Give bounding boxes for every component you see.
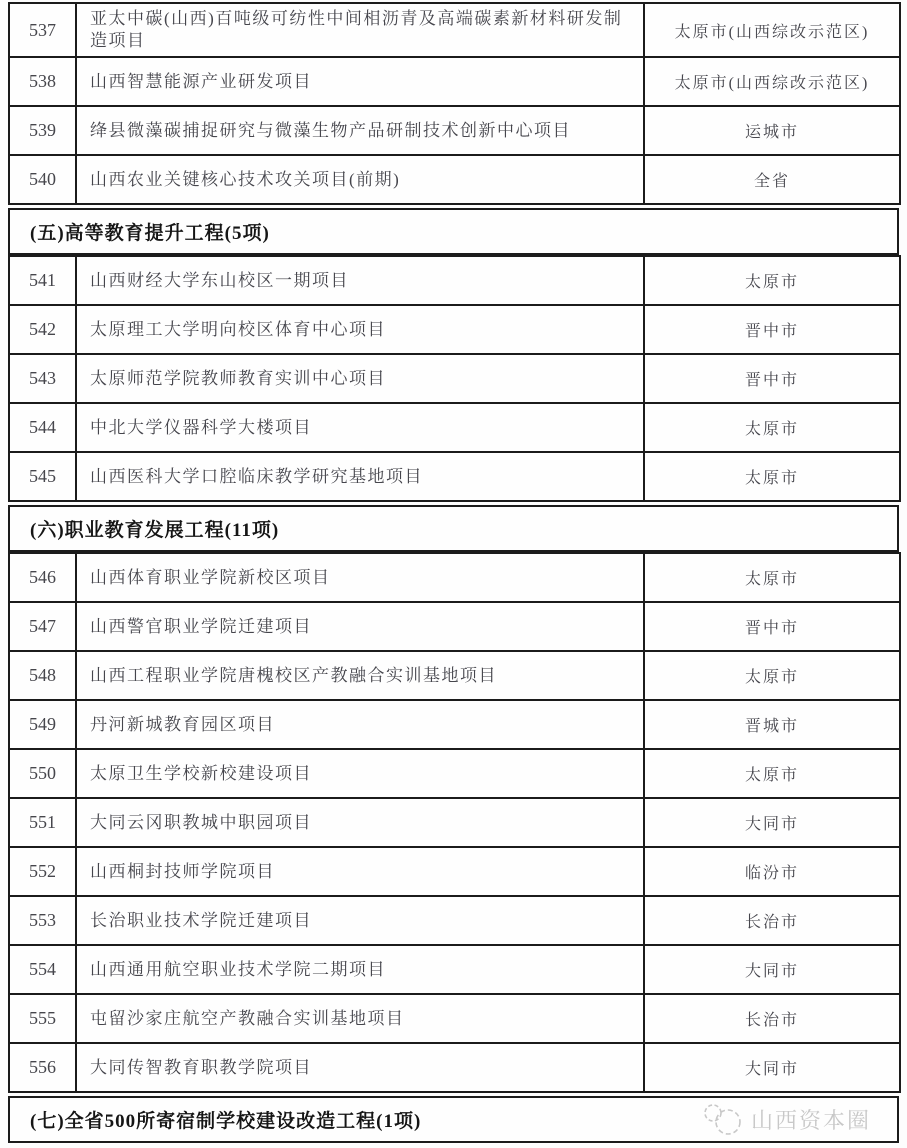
watermark <box>700 1102 871 1138</box>
project-number-cell: 550 <box>9 749 76 798</box>
table-row <box>9 155 900 204</box>
project-city-cell: 运城市 <box>644 106 900 155</box>
watermark-text: 山西资本圈 <box>750 1108 871 1133</box>
project-city-cell: 太原市 <box>644 256 900 305</box>
project-number-cell: 539 <box>9 106 76 155</box>
project-city-cell: 晋中市 <box>644 354 900 403</box>
table-row <box>9 896 900 945</box>
table-row <box>9 106 900 155</box>
project-name-cell: 山西财经大学东山校区一期项目 <box>76 256 644 305</box>
table-row <box>9 305 900 354</box>
project-name-cell: 山西农业关键核心技术攻关项目(前期) <box>76 155 644 204</box>
project-number-cell: 546 <box>9 553 76 602</box>
project-table-segment <box>8 255 901 502</box>
project-name-cell: 太原卫生学校新校建设项目 <box>76 749 644 798</box>
project-number-cell: 537 <box>9 3 76 57</box>
project-city-cell: 太原市(山西综改示范区) <box>644 3 900 57</box>
table-row <box>9 700 900 749</box>
project-city-cell: 太原市 <box>644 403 900 452</box>
table-row <box>9 3 900 57</box>
project-number-cell: 552 <box>9 847 76 896</box>
table-row <box>9 651 900 700</box>
shanxi-capital-circle-logo-icon <box>700 1102 746 1138</box>
section-header-row <box>8 208 899 255</box>
project-number-cell: 556 <box>9 1043 76 1092</box>
table-row <box>9 602 900 651</box>
section-header-label: (七)全省500所寄宿制学校建设改造工程(1项) <box>30 1111 422 1132</box>
project-name-cell: 中北大学仪器科学大楼项目 <box>76 403 644 452</box>
project-city-cell: 晋城市 <box>644 700 900 749</box>
section-header-label: (六)职业教育发展工程(11项) <box>30 520 280 541</box>
project-number-cell: 543 <box>9 354 76 403</box>
project-name-cell: 山西工程职业学院唐槐校区产教融合实训基地项目 <box>76 651 644 700</box>
table-row <box>9 553 900 602</box>
project-number-cell: 547 <box>9 602 76 651</box>
project-name-cell: 大同传智教育职教学院项目 <box>76 1043 644 1092</box>
table-row <box>9 452 900 501</box>
project-city-cell: 太原市 <box>644 749 900 798</box>
table-row <box>9 994 900 1043</box>
section-header-row <box>8 505 899 552</box>
project-city-cell: 长治市 <box>644 896 900 945</box>
project-number-cell: 538 <box>9 57 76 106</box>
project-name-cell: 山西通用航空职业技术学院二期项目 <box>76 945 644 994</box>
project-number-cell: 541 <box>9 256 76 305</box>
table-row <box>9 1043 900 1092</box>
project-name-cell: 山西体育职业学院新校区项目 <box>76 553 644 602</box>
project-city-cell: 晋中市 <box>644 602 900 651</box>
project-name-cell: 丹河新城教育园区项目 <box>76 700 644 749</box>
project-table-segment <box>8 552 901 1093</box>
table-row <box>9 945 900 994</box>
project-number-cell: 540 <box>9 155 76 204</box>
project-number-cell: 542 <box>9 305 76 354</box>
project-name-cell: 绛县微藻碳捕捉研究与微藻生物产品研制技术创新中心项目 <box>76 106 644 155</box>
project-number-cell: 544 <box>9 403 76 452</box>
project-name-cell: 大同云冈职教城中职园项目 <box>76 798 644 847</box>
project-name-cell: 长治职业技术学院迁建项目 <box>76 896 644 945</box>
project-name-cell: 山西医科大学口腔临床教学研究基地项目 <box>76 452 644 501</box>
project-name-cell: 山西桐封技师学院项目 <box>76 847 644 896</box>
project-name-cell: 太原理工大学明向校区体育中心项目 <box>76 305 644 354</box>
project-name-cell: 亚太中碳(山西)百吨级可纺性中间相沥青及高端碳素新材料研发制造项目 <box>76 3 644 57</box>
project-number-cell: 548 <box>9 651 76 700</box>
project-name-cell: 山西警官职业学院迁建项目 <box>76 602 644 651</box>
project-table-segment <box>8 2 901 205</box>
project-name-cell: 太原师范学院教师教育实训中心项目 <box>76 354 644 403</box>
project-city-cell: 大同市 <box>644 798 900 847</box>
project-city-cell: 太原市(山西综改示范区) <box>644 57 900 106</box>
project-number-cell: 545 <box>9 452 76 501</box>
table-row <box>9 256 900 305</box>
table-row <box>9 354 900 403</box>
project-number-cell: 549 <box>9 700 76 749</box>
project-name-cell: 山西智慧能源产业研发项目 <box>76 57 644 106</box>
table-row <box>9 403 900 452</box>
table-row <box>9 57 900 106</box>
document-blocks <box>8 2 899 1143</box>
section-header-row <box>8 1096 899 1143</box>
project-city-cell: 太原市 <box>644 452 900 501</box>
project-city-cell: 大同市 <box>644 945 900 994</box>
table-row <box>9 798 900 847</box>
table-row <box>9 847 900 896</box>
project-city-cell: 大同市 <box>644 1043 900 1092</box>
table-row <box>9 749 900 798</box>
project-name-cell: 屯留沙家庄航空产教融合实训基地项目 <box>76 994 644 1043</box>
section-header-label: (五)高等教育提升工程(5项) <box>30 223 270 244</box>
project-city-cell: 晋中市 <box>644 305 900 354</box>
project-city-cell: 太原市 <box>644 553 900 602</box>
project-city-cell: 临汾市 <box>644 847 900 896</box>
project-number-cell: 555 <box>9 994 76 1043</box>
project-number-cell: 554 <box>9 945 76 994</box>
project-city-cell: 太原市 <box>644 651 900 700</box>
project-number-cell: 553 <box>9 896 76 945</box>
project-city-cell: 全省 <box>644 155 900 204</box>
project-number-cell: 551 <box>9 798 76 847</box>
project-city-cell: 长治市 <box>644 994 900 1043</box>
